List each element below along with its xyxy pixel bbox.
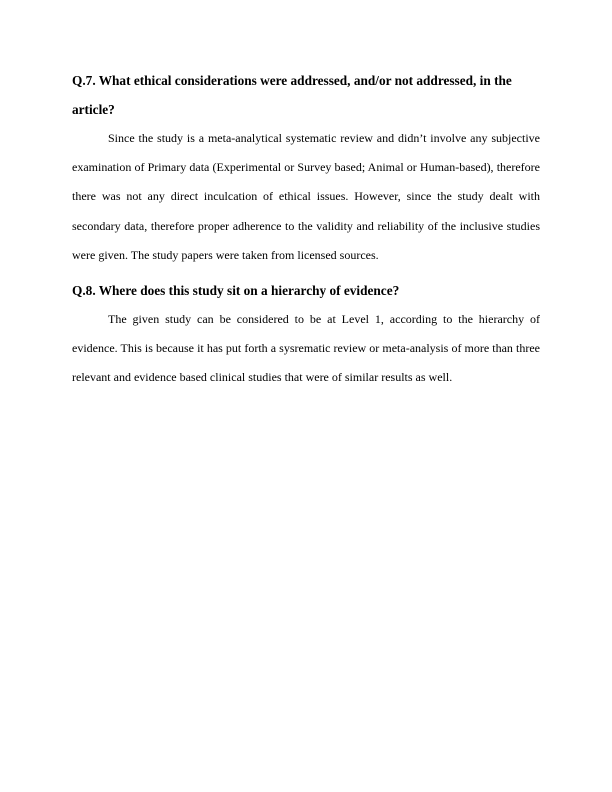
question-7-answer: Since the study is a meta-analytical systematic review and didn’t involve any subjective examination of Primary data (Experimental or Survey based; Animal or Human-based), therefore there was not any direct inculcation of ethical issues. However, since the study dealt with secondary data, therefore proper adherence to the validity and reliability of the inclusive studies were given. The study papers were taken from licensed sources. bbox=[72, 131, 540, 262]
question-8-answer: The given study can be considered to be at Level 1, according to the hierarchy of evidence. This is because it has put forth a sysrematic review or meta-analysis of more than three relevant and evidence based clinical studies that were of similar results as well. bbox=[72, 312, 540, 385]
question-7-heading: Q.7. What ethical considerations were addressed, and/or not addressed, in the article? bbox=[72, 73, 512, 117]
document-page bbox=[72, 66, 540, 393]
question-8-heading: Q.8. Where does this study sit on a hierarchy of evidence? bbox=[72, 283, 400, 299]
